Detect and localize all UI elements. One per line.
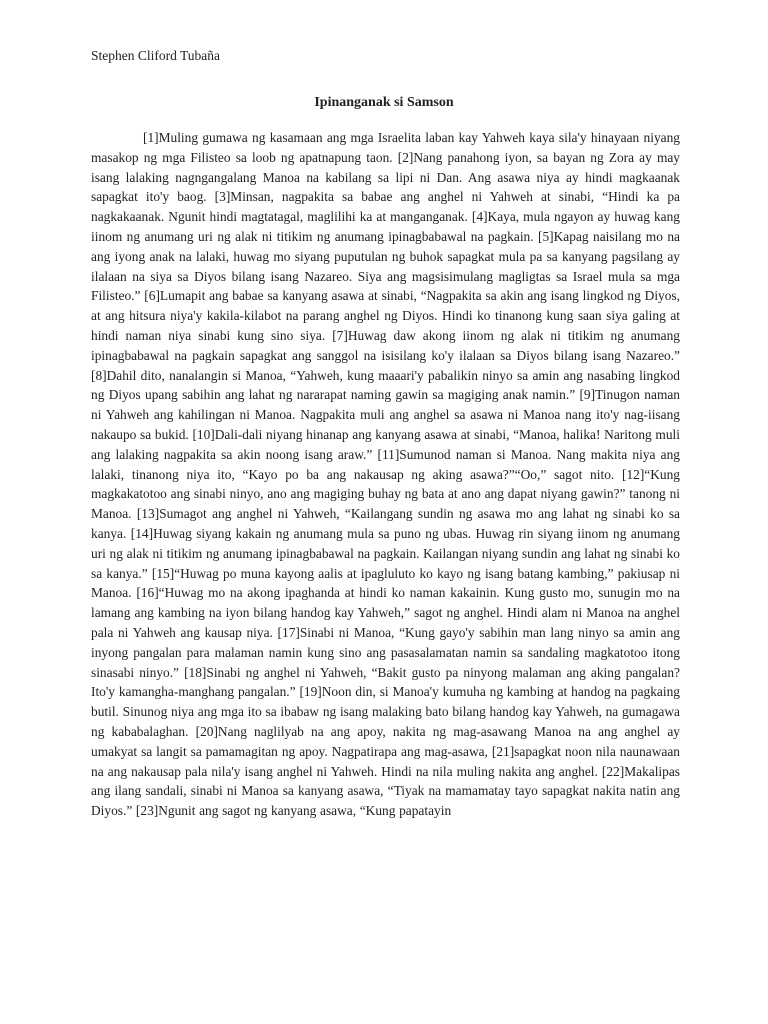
body-paragraph: [1]Muling gumawa ng kasamaan ang mga Israelita laban kay Yahweh kaya sila'y hinayaan niyang masakop ng mga Filisteo sa loob ng apatnapung taon. [2]Nang panahong iyon, sa bayan ng Zora ay may isang lalaking nagngangalang Manoa na kabilang sa lipi ni Dan. Ang asawa niya ay hindi magkaanak sapagkat ito'y baog. [3]Minsan, nagpakita sa babae ang anghel ni Yahweh at sinabi, “Hindi ka pa nagkakaanak. Ngunit hindi magtatagal, maglilihi ka at manganganak. [4]Kaya, mula ngayon ay huwag kang iinom ng anumang uri ng alak ni titikim ng anumang ipinagbabawal na pagkain. [5]Kapag naisilang mo na ang iyong anak na lalaki, huwag mo siyang puputulan ng buhok sapagkat mula pa sa kanyang pagsilang ay ilalaan na siya sa Diyos bilang isang Nazareo. Siya ang magsisimulang magligtas sa Israel mula sa mga Filisteo.” [6]Lumapit ang babae sa kanyang asawa at sinabi, “Nagpakita sa akin ang isang lingkod ng Diyos, at ang hitsura niya'y kakila-kilabot na parang anghel ng Diyos. Hindi ko tinanong kung saan siya galing at hindi naman niya sinabi kung sino siya. [7]Huwag daw akong iinom ng alak ni titikim ng anumang ipinagbabawal na pagkain sapagkat ang sanggol na isisilang ko'y ilalaan sa Diyos bilang isang Nazareo.” [8]Dahil dito, nanalangin si Manoa, “Yahweh, kung maaari'y pabalikin ninyo sa amin ang nasabing lingkod ng Diyos upang sabihin ang lahat ng nararapat naming gawin sa magiging anak namin.” [9]Tinugon naman ni Yahweh ang kahilingan ni Manoa. Nagpakita muli ang anghel sa asawa ni Manoa nang ito'y nag-iisang nakaupo sa bukid. [10]Dali-dali niyang hinanap ang kanyang asawa at sinabi, “Manoa, halika! Naritong muli ang lalaking nagpakita sa akin noong isang araw.” [11]Sumunod naman si Manoa. Nang makita niya ang lalaki, tinanong niya ito, “Kayo po ba ang nakausap ng aking asawa?”“Oo,” sagot nito. [12]“Kung magkakatotoo ang sinabi ninyo, ano ang magiging buhay ng bata at ano ang dapat niyang gawin?” tanong ni Manoa. [13]Sumagot ang anghel ni Yahweh, “Kailangang sundin ng asawa mo ang lahat ng sinabi ko sa kanya. [14]Huwag siyang kakain ng anumang mula sa puno ng ubas. Huwag rin siyang iinom ng anumang uri ng alak ni titikim ng anumang ipinagbabawal na pagkain. Kailangan niyang sundin ang lahat ng sinabi ko sa kanya.” [15]“Huwag po muna kayong aalis at ipagluluto ko kayo ng isang batang kambing,” pakiusap ni Manoa. [16]“Huwag mo na akong ipaghanda at hindi ko naman kakainin. Kung gusto mo, sunugin mo na lamang ang kambing na iyon bilang handog kay Yahweh,” sagot ng anghel. Hindi alam ni Manoa na anghel pala ni Yahweh ang kausap niya. [17]Sinabi ni Manoa, “Kung gayo'y sabihin man lang ninyo sa amin ang inyong pangalan para malaman namin kung sino ang pasasalamatan namin sa sandaling magkatotoo itong sinasabi ninyo.” [18]Sinabi ng anghel ni Yahweh, “Bakit gusto pa ninyong malaman ang aking pangalan? Ito'y kamangha-manghang pangalan.” [19]Noon din, si Manoa'y kumuha ng kambing at handog na pagkaing butil. Sinunog niya ang mga ito sa ibabaw ng isang malaking bato bilang handog kay Yahweh, na gumagawa ng kababalaghan. [20]Nang naglilyab na ang apoy, nakita ng mag-asawang Manoa na ang anghel ay umakyat sa langit sa pamamagitan ng apoy. Nagpatirapa ang mag-asawa, [21]sapagkat noon nila naunawaan na ang nakausap pala nila'y isang anghel ni Yahweh. Hindi na nila muling nakita ang anghel. [22]Makalipas ang ilang sandali, sinabi ni Manoa sa kanyang asawa, “Tiyak na mamamatay tayo sapagkat nakita natin ang Diyos.” [23]Ngunit ang sagot ng kanyang asawa, “Kung papatayin — [91, 130, 680, 819]
document-title: Ipinanganak si Samson — [314, 95, 454, 110]
author-name: Stephen Cliford Tubaña — [91, 48, 221, 63]
